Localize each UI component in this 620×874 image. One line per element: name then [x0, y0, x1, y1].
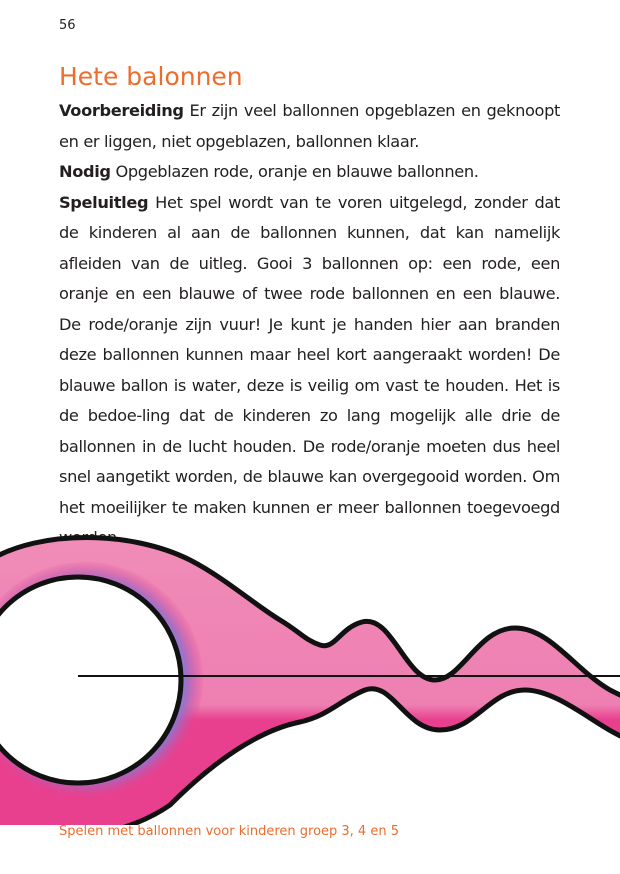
- paragraph-nodig: [59, 157, 560, 188]
- text-voorbereiding: Er zijn veel ballonnen opgeblazen en geknoopt en er liggen, niet opgeblazen, ballonnen klaar.: [59, 101, 561, 151]
- footer-text: Spelen met ballonnen voor kinderen groep 3, 4 en 5: [59, 824, 399, 839]
- text-nodig: Opgeblazen rode, oranje en blauwe ballonnen.: [115, 162, 479, 181]
- page-number: 56: [59, 18, 76, 33]
- paragraph-voorbereiding: [59, 96, 560, 157]
- text-speluitleg: Het spel wordt van te voren uitgelegd, zonder dat de kinderen al aan de ballonnen kunnen, dat kan namelijk afleiden van de uitleg. Gooi 3 ballonnen op: een rode, een oranje en een blauwe of twee rode ballonnen en een blauwe. De rode/oranje zijn vuur! Je kunt je handen hier aan branden deze ballonnen kunnen maar heel kort aangeraakt worden! De blauwe ballon is water, deze is veilig om vast te houden. Het is de bedoe-ling dat de kinderen zo lang mogelijk alle drie de ballonnen in de lucht houden. De rode/oranje moeten dus heel snel aangetikt worden, de blauwe kan overgegooid worden. Om het moeilijker te maken kunnen er meer ballonnen toegevoegd: [59, 192, 560, 517]
- balloon-shape: [0, 538, 620, 826]
- label-nodig: Nodig: [59, 162, 111, 181]
- paragraph-speluitleg: [59, 188, 560, 554]
- body-text: [59, 96, 560, 554]
- label-voorbereiding: Voorbereiding: [59, 101, 184, 120]
- page-title: Hete balonnen: [59, 62, 243, 91]
- balloon-illustration: [0, 525, 620, 825]
- label-speluitleg: Speluitleg: [59, 192, 149, 212]
